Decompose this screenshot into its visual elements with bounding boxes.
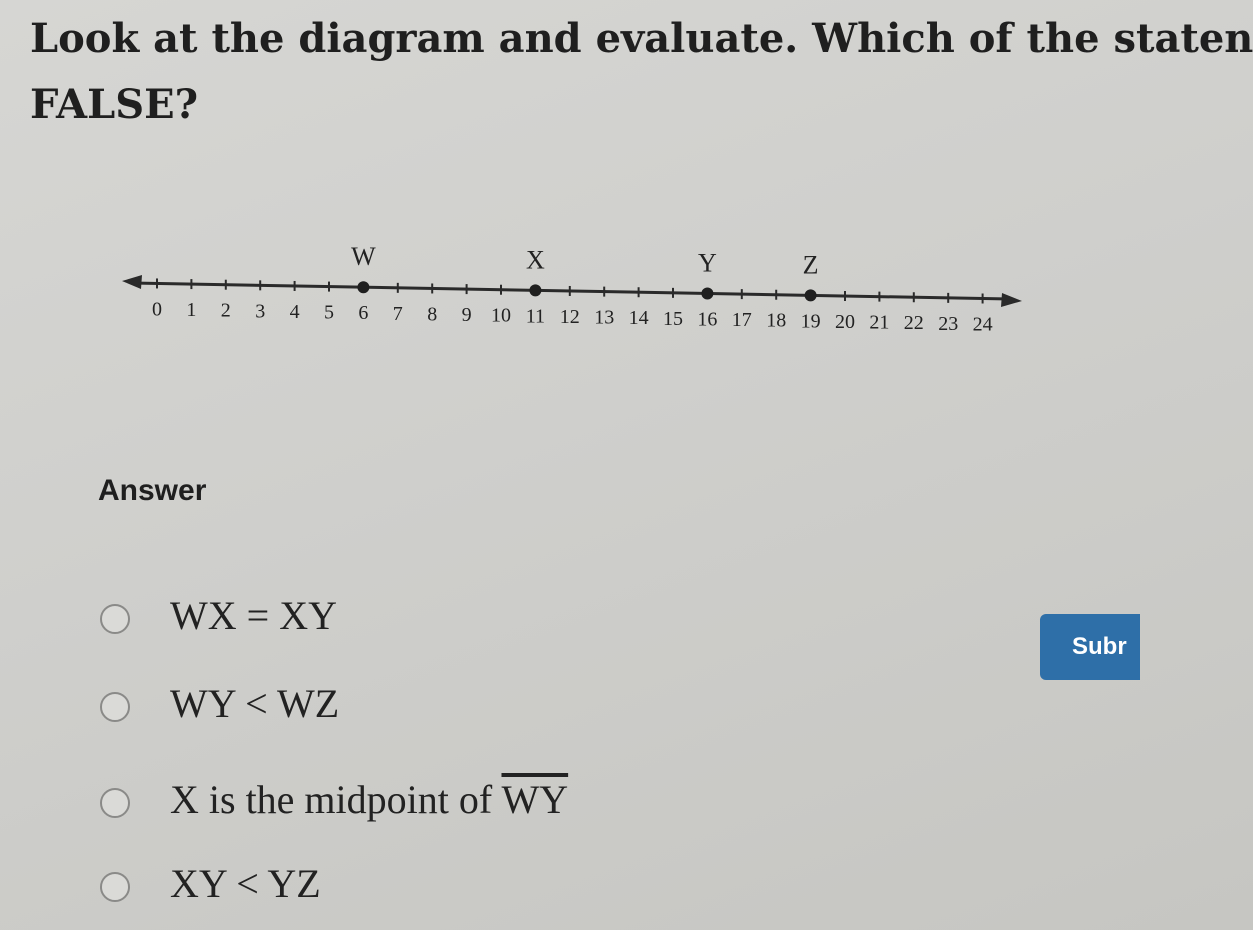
question-line-1: Look at the diagram and evaluate. Which of the staten [30,15,1253,62]
tick-label: 12 [559,305,580,328]
tick-label: 14 [628,307,649,330]
number-line-axis [132,283,1010,299]
tick-label: 5 [324,301,334,324]
right-arrow-icon [1001,293,1022,307]
tick-label: 21 [869,311,890,334]
question-text [30,6,1253,138]
question-line-2: FALSE? [30,81,199,128]
tick-label: 6 [358,302,369,325]
answer-heading: Answer [98,474,207,507]
tick-label: 20 [835,310,855,333]
tick-label: 9 [461,304,472,327]
point-label-x: X [526,245,545,275]
tick-label: 10 [491,304,511,327]
point-label-z: Z [802,250,819,280]
option-label [170,776,568,823]
tick-label: 2 [220,299,231,322]
tick-label: 4 [289,300,300,323]
tick-label: 22 [903,312,924,335]
tick-label: 0 [152,298,162,321]
tick-label: 18 [766,309,787,332]
tick-label: 11 [525,305,546,328]
radio-button[interactable] [100,788,130,818]
tick-label: 19 [800,310,821,333]
point-label-w: W [351,242,376,272]
tick-label: 7 [392,302,403,325]
option-label-prefix: X is the midpoint of [170,777,502,822]
tick-label: 16 [697,308,718,331]
option-label: WX = XY [170,593,337,638]
point-y [701,287,713,299]
tick-label: 23 [938,312,959,335]
tick-label: 3 [255,300,266,323]
number-line-diagram [0,235,1128,355]
tick-label: 13 [594,306,615,329]
tick-label: 24 [972,313,993,336]
radio-button[interactable] [100,692,130,722]
tick-label: 8 [427,303,438,326]
tick-label: 15 [663,307,683,330]
segment-wy: $\overline{WY}$ [501,777,569,822]
point-w [357,281,369,293]
tick-label: 17 [731,309,752,332]
option-label: WY < WZ [170,681,340,726]
point-z [805,289,817,301]
point-x [529,284,541,296]
radio-button[interactable] [100,604,130,634]
tick-label: 1 [186,299,197,322]
submit-button[interactable]: Subr [1040,614,1140,680]
point-label-y: Y [698,248,717,278]
option-label: XY < YZ [170,861,321,906]
radio-button[interactable] [100,872,130,902]
left-arrow-icon [122,275,142,289]
